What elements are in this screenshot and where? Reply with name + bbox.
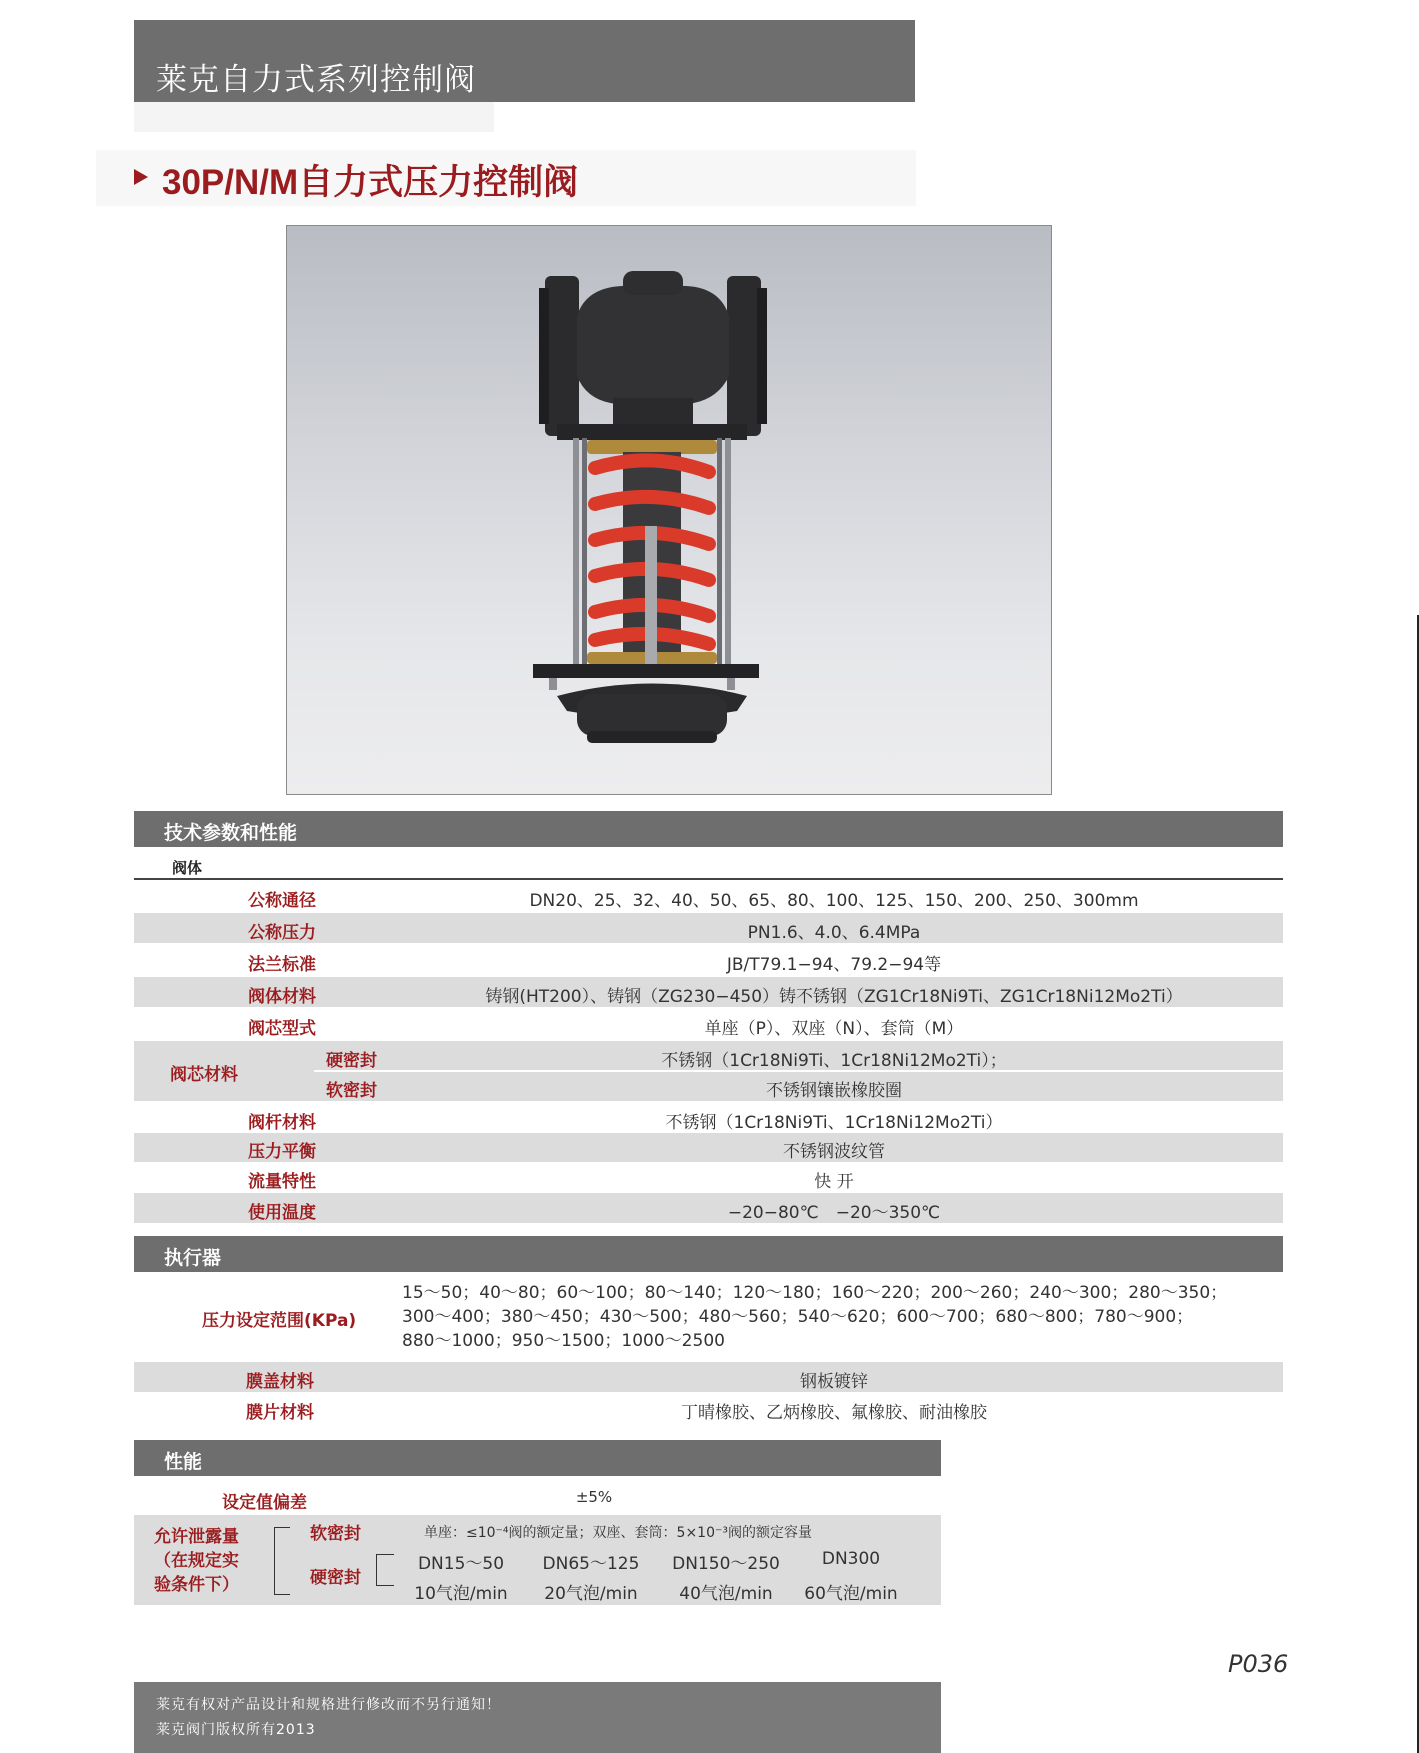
- footer-notice: 莱克有权对产品设计和规格进行修改而不另行通知！: [156, 1697, 501, 1713]
- pressure-range-line: 15～50；40～80；60～100；80～140；120～180；160～220；200～260；240～300；280～350；: [402, 1283, 1228, 1303]
- footer-bar: [134, 1682, 941, 1753]
- series-banner: [134, 20, 915, 102]
- row-value: 快 开: [814, 1172, 854, 1192]
- valve-photo-illustration: [287, 226, 1053, 796]
- triangle-bullet-icon: [134, 169, 148, 185]
- pressure-range-line: 300～400；380～450；430～500；480～560；540～620；600～700；680～800；780～900；: [402, 1307, 1194, 1327]
- bracket-line: [376, 1554, 377, 1586]
- soft-seal-leak-label: 软密封: [310, 1524, 361, 1544]
- table-row: [134, 945, 1283, 975]
- pressure-range-line: 880～1000；950～1500；1000～2500: [402, 1331, 725, 1351]
- table-row: [134, 1009, 1283, 1039]
- valve-body-subheading: 阀体: [172, 859, 203, 877]
- table-row: [134, 1163, 1283, 1192]
- bracket-line: [274, 1527, 290, 1528]
- table-row: [134, 1362, 1283, 1392]
- row-value: 不锈钢波纹管: [783, 1142, 885, 1162]
- row-value: −20−80℃ −20～350℃: [727, 1203, 941, 1223]
- leak-rate: 60气泡/min: [804, 1584, 898, 1604]
- row-label: 公称压力: [248, 923, 316, 943]
- row-value: 不锈钢（1Cr18Ni9Ti、1Cr18Ni12Mo2Ti）: [665, 1113, 1003, 1133]
- table-row: [134, 881, 1283, 911]
- section-bar-tech: [134, 811, 1283, 847]
- row-label: 使用温度: [248, 1203, 316, 1223]
- table-row: [134, 977, 1283, 1007]
- core-material-label: 阀芯材料: [170, 1065, 238, 1085]
- soft-seal-value: 不锈钢镶嵌橡胶圈: [766, 1081, 902, 1101]
- leak-size: DN300: [821, 1549, 881, 1569]
- bracket-line: [376, 1554, 394, 1555]
- table-row: [134, 1133, 1283, 1162]
- setpoint-error-row: [134, 1485, 941, 1513]
- leakage-label-line: （在规定实: [154, 1551, 239, 1571]
- row-label: 法兰标准: [248, 955, 316, 975]
- soft-seal-leak-value: 单座：≤10⁻⁴阀的额定量；双座、套筒：5×10⁻³阀的额定容量: [424, 1525, 812, 1541]
- row-label: 流量特性: [248, 1172, 316, 1192]
- product-photo: [286, 225, 1052, 795]
- section-bar-actuator: [134, 1236, 1283, 1272]
- leakage-label: [154, 1525, 239, 1597]
- bracket-line: [376, 1585, 394, 1586]
- section-title-performance: 性能: [164, 1451, 203, 1473]
- row-label: 膜盖材料: [246, 1372, 314, 1392]
- product-title: 30P/N/M自力式压力控制阀: [162, 163, 579, 202]
- subheading-rule: [134, 878, 1283, 880]
- leak-size: DN65～125: [542, 1554, 640, 1574]
- footer-copyright: 莱克阀门版权所有2013: [156, 1722, 316, 1738]
- setpoint-error-value: ±5%: [575, 1488, 613, 1506]
- banner-shadow: [134, 102, 494, 132]
- table-row: [134, 1103, 1283, 1133]
- leakage-row: [134, 1515, 941, 1605]
- pressure-range-values: [402, 1281, 1227, 1353]
- leak-rate: 40气泡/min: [679, 1584, 773, 1604]
- row-value: JB/T79.1−94、79.2−94等: [726, 955, 942, 975]
- bracket-line: [274, 1594, 290, 1595]
- table-row: [134, 913, 1283, 943]
- leak-size: DN150～250: [672, 1554, 780, 1574]
- setpoint-error-label: 设定值偏差: [222, 1493, 307, 1513]
- section-title-tech: 技术参数和性能: [164, 822, 298, 844]
- hard-seal-value: 不锈钢（1Cr18Ni9Ti、1Cr18Ni12Mo2Ti）；: [661, 1051, 1007, 1071]
- row-value: PN1.6、4.0、6.4MPa: [747, 923, 921, 943]
- core-material-row: [134, 1041, 1283, 1101]
- row-value: 丁晴橡胶、乙炳橡胶、氟橡胶、耐油橡胶: [681, 1403, 987, 1423]
- page-number: P036: [1228, 1650, 1289, 1678]
- row-value: 单座（P）、双座（N）、套筒（M）: [704, 1019, 964, 1039]
- hard-seal-leak-label: 硬密封: [310, 1568, 361, 1588]
- section-title-actuator: 执行器: [164, 1247, 222, 1269]
- table-row: [134, 1393, 1283, 1423]
- leak-rate: 10气泡/min: [414, 1584, 508, 1604]
- row-value: DN20、25、32、40、50、65、80、100、125、150、200、250、300mm: [529, 891, 1139, 911]
- pressure-range-row: [134, 1276, 1283, 1358]
- pressure-range-label: 压力设定范围(KPa): [202, 1311, 357, 1331]
- row-label: 阀体材料: [248, 987, 316, 1007]
- leak-rate: 20气泡/min: [544, 1584, 638, 1604]
- row-label: 膜片材料: [246, 1403, 314, 1423]
- series-title: 莱克自力式系列控制阀: [156, 62, 476, 98]
- row-value: 钢板镀锌: [800, 1372, 868, 1392]
- leakage-label-line: 允许泄露量: [154, 1527, 239, 1547]
- row-label: 压力平衡: [248, 1142, 316, 1162]
- soft-seal-label: 软密封: [326, 1081, 377, 1101]
- table-row: [134, 1193, 1283, 1223]
- leakage-label-line: 验条件下）: [154, 1575, 239, 1595]
- section-bar-performance: [134, 1440, 941, 1476]
- row-label: 公称通径: [248, 891, 316, 911]
- bracket-line: [274, 1527, 275, 1595]
- row-label: 阀杆材料: [248, 1113, 316, 1133]
- hard-seal-label: 硬密封: [326, 1051, 377, 1071]
- row-label: 阀芯型式: [248, 1019, 316, 1039]
- row-value: 铸钢(HT200）、铸钢（ZG230−450）铸不锈钢（ZG1Cr18Ni9Ti、ZG1Cr18Ni12Mo2Ti）: [485, 987, 1183, 1007]
- leak-size: DN15～50: [417, 1554, 505, 1574]
